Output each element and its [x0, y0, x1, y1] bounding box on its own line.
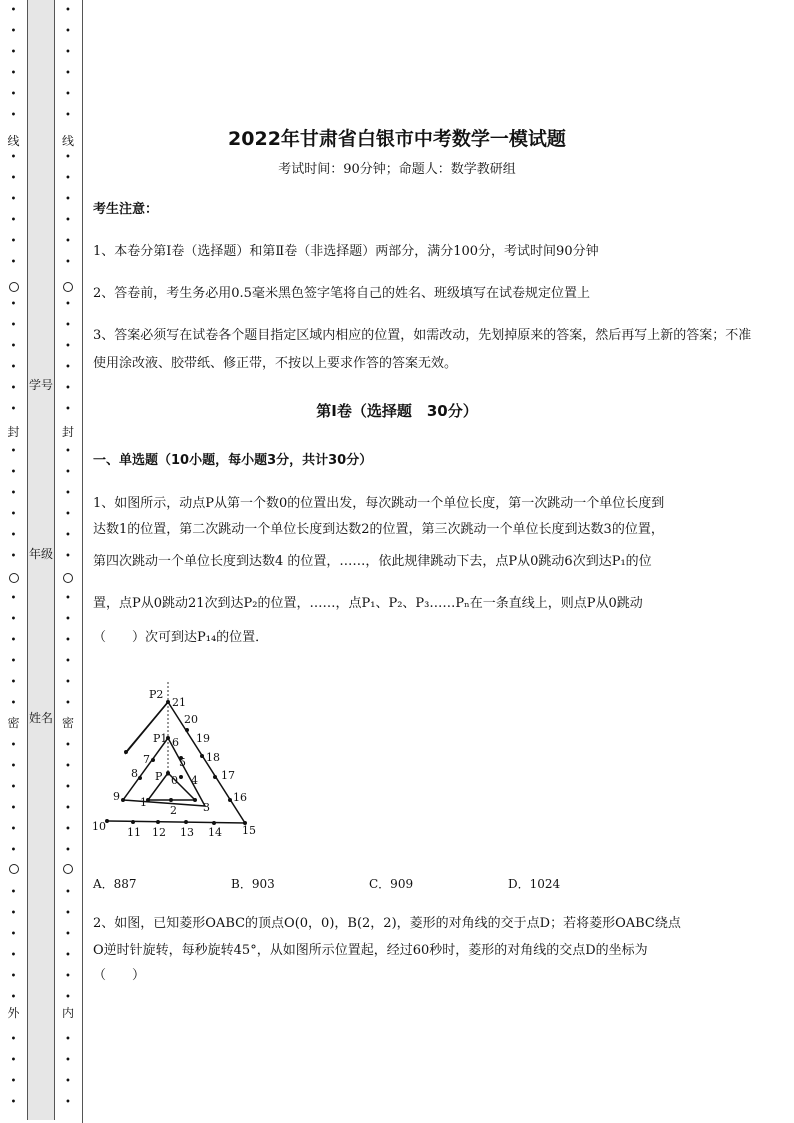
binding-circle-icon	[63, 282, 73, 292]
binding-dot: •	[10, 677, 17, 688]
label-p2: P2	[149, 688, 164, 701]
binding-dot: •	[65, 761, 71, 772]
notice-heading: 考生注意：	[93, 202, 159, 217]
part-title: 一、单选题（10小题，每小题3分，共计30分）	[93, 453, 373, 468]
binding-dot: •	[10, 761, 17, 772]
q1-line-1: 1、如图所示，动点P从第一个数0的位置出发，每次跳动一个单位长度，第一次跳动一个单位长度到	[93, 496, 665, 511]
page-title: 2022年甘肃省白银市中考数学一模试题	[228, 128, 566, 150]
binding-dot: •	[65, 173, 71, 184]
binding-dot: •	[65, 194, 71, 205]
binding-dot: •	[65, 89, 71, 100]
binding-dot: •	[65, 803, 71, 814]
binding-dot: •	[65, 467, 71, 478]
binding-circle-icon	[9, 573, 19, 583]
binding-dot: •	[10, 404, 17, 415]
binding-dot: •	[10, 173, 17, 184]
binding-dot: •	[10, 5, 17, 16]
q1-line-4: 置，点P从0跳动21次到达P₂的位置，……，点P₁、P₂、P₃……Pₙ在一条直线上，则点P从0跳动	[93, 596, 643, 611]
binding-mark: 外	[7, 1006, 20, 1020]
binding-dot: •	[10, 341, 17, 352]
binding-circle-icon	[9, 864, 19, 874]
binding-dot: •	[65, 677, 71, 688]
svg-text:14: 14	[208, 826, 222, 839]
svg-text:2: 2	[170, 804, 177, 817]
binding-dot: •	[10, 68, 17, 79]
binding-dot: •	[10, 803, 17, 814]
binding-dot: •	[65, 110, 71, 121]
binding-dot: •	[65, 446, 71, 457]
binding-dot: •	[10, 992, 17, 1003]
notice-item-2: 2、答卷前，考生务必用0.5毫米黑色签字笔将自己的姓名、班级填写在试卷规定位置上	[93, 286, 590, 301]
field-student-id: 学号	[28, 378, 53, 392]
binding-dot: •	[10, 929, 17, 940]
binding-dot: •	[10, 971, 17, 982]
binding-dot: •	[65, 152, 71, 163]
binding-dot: •	[65, 509, 71, 520]
binding-mark: 线	[7, 134, 20, 148]
binding-dot: •	[10, 950, 17, 961]
notice-item-3: 3、答案必须写在试卷各个题目指定区域内相应的位置，如需改动，先划掉原来的答案，然后再写上新的答案；不准使用涂改液、胶带纸、修正带，不按以上要求作答的答案无效。	[93, 328, 752, 371]
page-subtitle: 考试时间：90分钟；命题人：数学教研组	[278, 162, 516, 177]
binding-dot: •	[10, 299, 17, 310]
binding-dot: •	[10, 47, 17, 58]
binding-dot: •	[65, 614, 71, 625]
svg-text:21: 21	[172, 696, 186, 709]
binding-dot: •	[65, 68, 71, 79]
binding-dot: •	[65, 320, 71, 331]
binding-dot: •	[10, 635, 17, 646]
binding-dot: •	[65, 824, 71, 835]
binding-dot: •	[65, 1055, 71, 1066]
binding-dot: •	[10, 26, 17, 37]
binding-dot: •	[65, 299, 71, 310]
binding-circle-icon	[63, 573, 73, 583]
binding-dot: •	[65, 929, 71, 940]
q2-line-3: （ ）	[93, 968, 146, 983]
binding-dot: •	[65, 950, 71, 961]
binding-dot: •	[65, 1097, 71, 1108]
svg-text:16: 16	[233, 791, 247, 804]
q2-line-1: 2、如图，已知菱形OABC的顶点O(0，0)，B(2，2)，菱形的对角线的交于点D；若将菱形OABC绕点	[93, 916, 681, 931]
binding-dot: •	[10, 551, 17, 562]
svg-text:5: 5	[179, 756, 186, 769]
binding-mark: 密	[61, 716, 74, 730]
binding-dot: •	[10, 194, 17, 205]
binding-dot: •	[10, 824, 17, 835]
q1-line-5: （ ）次可到达P₁₄的位置．	[93, 630, 269, 645]
binding-mark: 内	[61, 1006, 74, 1020]
binding-dot: •	[10, 89, 17, 100]
binding-dot: •	[10, 656, 17, 667]
binding-dot: •	[10, 383, 17, 394]
q1-line-3: 第四次跳动一个单位长度到达数4 的位置，……，依此规律跳动下去，点P从0跳动6次到达P₁的位	[93, 554, 652, 569]
binding-dot: •	[10, 782, 17, 793]
binding-dot: •	[65, 383, 71, 394]
binding-dot: •	[65, 656, 71, 667]
binding-dot: •	[65, 698, 71, 709]
svg-text:6: 6	[172, 736, 179, 749]
binding-dot: •	[10, 1034, 17, 1045]
q1-option-c[interactable]: C．909	[369, 877, 414, 891]
svg-text:11: 11	[127, 826, 141, 839]
svg-text:10: 10	[92, 820, 106, 833]
q1-option-d[interactable]: D．1024	[508, 877, 561, 891]
binding-dot: •	[65, 887, 71, 898]
binding-dot: •	[65, 215, 71, 226]
binding-dot: •	[10, 257, 17, 268]
q1-option-a[interactable]: A．887	[93, 877, 137, 891]
q1-option-b[interactable]: B．903	[231, 877, 275, 891]
svg-text:12: 12	[152, 826, 166, 839]
binding-dot: •	[10, 488, 17, 499]
binding-dot: •	[10, 509, 17, 520]
binding-dot: •	[65, 257, 71, 268]
binding-dot: •	[65, 404, 71, 415]
binding-dot: •	[10, 845, 17, 856]
binding-dot: •	[10, 614, 17, 625]
label-p: P	[155, 770, 163, 783]
binding-dot: •	[65, 362, 71, 373]
svg-text:7: 7	[143, 753, 150, 766]
binding-dot: •	[10, 110, 17, 121]
binding-circle-icon	[63, 864, 73, 874]
binding-mark: 线	[61, 134, 74, 148]
svg-text:3: 3	[203, 801, 210, 814]
binding-dot: •	[65, 530, 71, 541]
binding-dot: •	[65, 593, 71, 604]
q1-line-2: 达数1的位置，第二次跳动一个单位长度到达数2的位置，第三次跳动一个单位长度到达数3的位置，	[93, 522, 664, 537]
binding-dot: •	[10, 152, 17, 163]
svg-text:1: 1	[140, 796, 147, 809]
binding-dot: •	[65, 236, 71, 247]
svg-text:9: 9	[113, 790, 120, 803]
binding-dot: •	[65, 488, 71, 499]
binding-dot: •	[65, 992, 71, 1003]
binding-dot: •	[10, 698, 17, 709]
binding-dot: •	[65, 908, 71, 919]
binding-dot: •	[10, 593, 17, 604]
field-grade: 年级	[28, 547, 53, 561]
field-name: 姓名	[28, 711, 53, 725]
binding-mark: 封	[61, 425, 74, 439]
binding-dot: •	[10, 362, 17, 373]
binding-dot: •	[10, 467, 17, 478]
binding-dot: •	[65, 971, 71, 982]
binding-dot: •	[65, 1034, 71, 1045]
binding-mark: 密	[7, 716, 20, 730]
binding-dot: •	[10, 215, 17, 226]
binding-dot: •	[10, 446, 17, 457]
binding-dot: •	[10, 887, 17, 898]
binding-dot: •	[10, 740, 17, 751]
svg-text:0: 0	[171, 774, 178, 787]
binding-dot: •	[65, 845, 71, 856]
binding-dot: •	[10, 1055, 17, 1066]
notice-item-1: 1、本卷分第I卷（选择题）和第Ⅱ卷（非选择题）两部分，满分100分，考试时间90分钟	[93, 244, 599, 259]
q2-line-2: O逆时针旋转，每秒旋转45°，从如图所示位置起，经过60秒时，菱形的对角线的交点D的坐标为	[93, 943, 648, 958]
binding-dot: •	[10, 1076, 17, 1087]
svg-text:19: 19	[196, 732, 210, 745]
svg-text:8: 8	[131, 767, 138, 780]
svg-text:18: 18	[206, 751, 220, 764]
svg-text:17: 17	[221, 769, 235, 782]
binding-mark: 封	[7, 425, 20, 439]
binding-dot: •	[65, 1076, 71, 1087]
binding-dot: •	[65, 551, 71, 562]
binding-dot: •	[65, 47, 71, 58]
svg-text:15: 15	[242, 824, 256, 837]
svg-text:4: 4	[191, 774, 198, 787]
binding-dot: •	[10, 236, 17, 247]
binding-dot: •	[10, 908, 17, 919]
binding-dot: •	[65, 782, 71, 793]
binding-dot: •	[65, 740, 71, 751]
svg-text:13: 13	[180, 826, 194, 839]
label-p1: P1	[153, 732, 168, 745]
binding-dot: •	[10, 320, 17, 331]
svg-text:20: 20	[184, 713, 198, 726]
binding-dot: •	[65, 635, 71, 646]
section-title: 第I卷（选择题 30分）	[316, 402, 478, 420]
binding-dot: •	[10, 1097, 17, 1108]
binding-dot: •	[10, 530, 17, 541]
binding-dot: •	[65, 5, 71, 16]
binding-dot: •	[65, 341, 71, 352]
binding-dot: •	[65, 26, 71, 37]
triangle-spiral-figure	[85, 680, 265, 845]
binding-circle-icon	[9, 282, 19, 292]
